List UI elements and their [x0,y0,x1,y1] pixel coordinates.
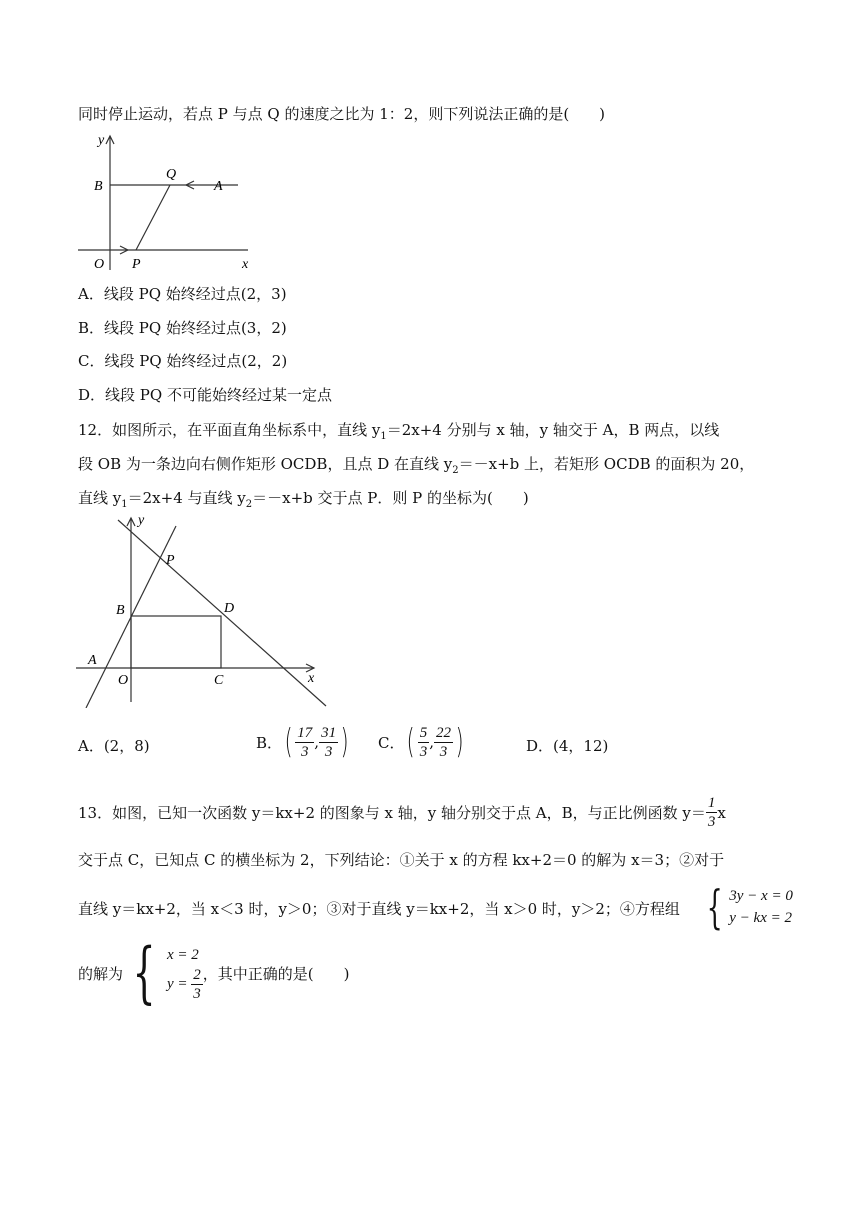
q12-stem-line2: 段 OB 为一条边向右侧作矩形 OCDB，且点 D 在直线 $y_2=-x+b$ 上，若矩形 OCDB 的面积为 20， [78,455,755,476]
q11-label-q: Q [166,167,177,182]
q11-label-x: x [242,257,249,272]
q13-stem-line1: 13．如图，已知一次函数 y＝kx+2 的图象与 x 轴，y 轴分别交于点 A，B，与正比例函数 y＝ $\frac{1}{3}$ x [78,795,726,830]
q11-label-b: B [94,179,103,194]
q11-label-o: O [94,257,105,272]
q13-stem-line2: 交于点 C，已知点 C 的横坐标为 2，下列结论：①关于 x 的方程 kx+2＝0 的解为 x＝3；②对于 [78,851,725,869]
q11-option-c: C．线段 PQ 始终经过点(2，2) [78,352,288,370]
q12-label-x: x [308,671,315,686]
q12-option-d: D．(4，12) [526,737,609,755]
q12-label-y: y [138,513,145,528]
q11-label-a: A [214,179,223,194]
q11-option-d: D．线段 PQ 不可能始终经过某一定点 [78,386,332,404]
q12-option-c: C． ( $\frac{5}{3}$ , $\frac{22}{3}$ ) [378,722,464,762]
q12-label-p: P [166,553,175,568]
q11-option-a: A．线段 PQ 始终经过点(2，3) [78,285,287,303]
q12-label-b: B [116,603,125,618]
q12-label-c: C [214,673,224,688]
q11-label-p: P [132,257,141,272]
q13-stem-line4: 的解为 { x = 2 y = $\frac{2}{3}$ ，其中正确的是( ) [78,934,350,1011]
q12-label-o: O [118,673,129,688]
q12-option-b: B． ( $\frac{17}{3}$ , $\frac{31}{3}$ ) [256,722,349,762]
q11-option-b: B．线段 PQ 始终经过点(3，2) [78,319,287,337]
q12-option-a: A．(2，8) [78,737,150,755]
q12-figure [76,512,328,708]
q12-label-a: A [88,653,97,668]
q12-stem-line3: 直线 $y_1=2x+4$ 与直线 $y_2=-x+b$ 交于点 P．则 P 的坐标为( ) [78,489,529,510]
q11-label-y: y [98,133,105,148]
q12-label-d: D [224,601,235,616]
q11-figure [78,130,258,272]
q12-stem-line1: 12．如图所示，在平面直角坐标系中，直线 $y_1=2x+4$ 分别与 x 轴，y 轴交于 A，B 两点，以线 [78,421,720,442]
q13-equation-system: { 3y − x = 0 y − kx = 2 [706,880,793,934]
q13-stem-line3: 直线 y＝kx+2，当 x＜3 时，y＞0；③对于直线 y＝kx+2，当 x＞0 时，y＞2；④方程组 [78,900,680,918]
q11-stem: 同时停止运动，若点 P 与点 Q 的速度之比为 1：2，则下列说法正确的是( ) [78,105,606,123]
